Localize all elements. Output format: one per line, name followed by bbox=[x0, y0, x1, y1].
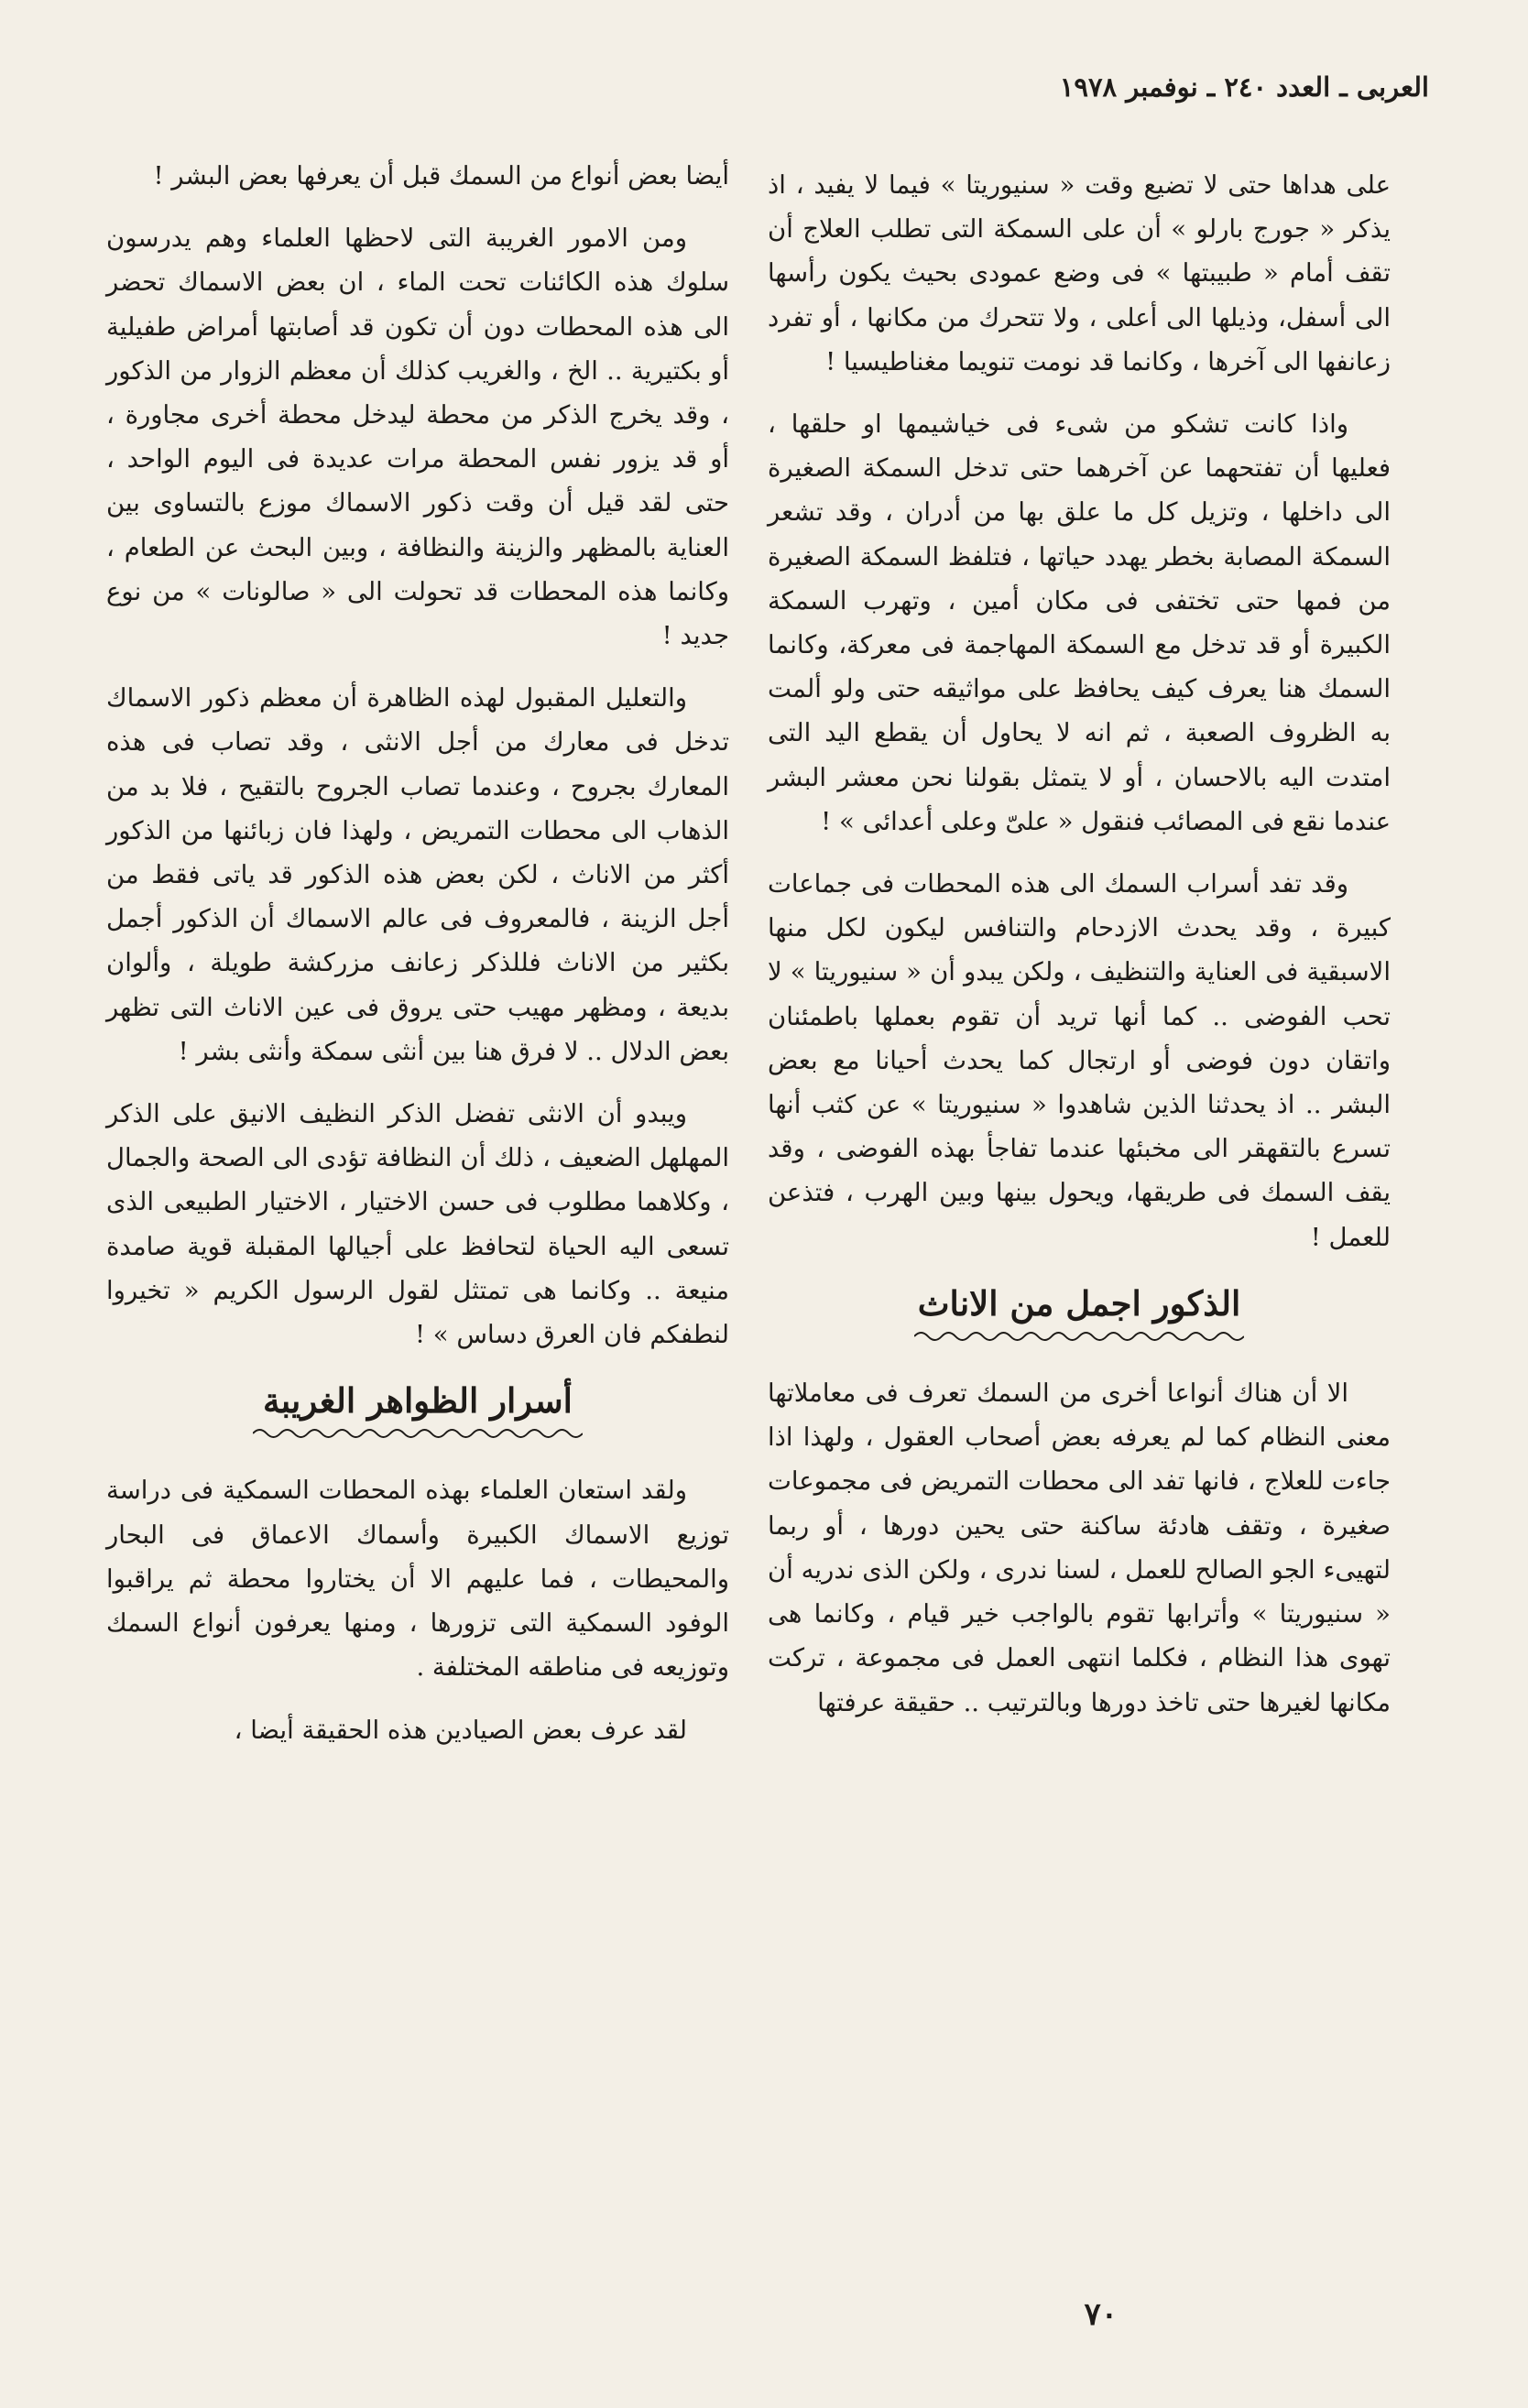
body-paragraph: الا أن هناك أنواعا أخرى من السمك تعرف فى معاملاتها معنى النظام كما لم يعرفه بعض أصحاب العقول ، ولهذا اذا جاءت للعلاج ، فانها تفد الى محطات التمريض فى مجموعات صغيرة ، وتقف هادئة ساكنة حتى يحين دورها ، أو ربما لتهيىء الجو الصالح للعمل ، لسنا ندرى ، ولكن الذى ندريه أن « سنيوريتا » وأترابها تقوم بالواجب خير قيام ، وكانما هى تهوى هذا النظام ، فكلما انتهى العمل فى مجموعة ، تركت مكانها لغيرها حتى تاخذ دورها وبالترتيب .. حقيقة عرفتها bbox=[768, 1378, 1391, 1717]
body-paragraph: والتعليل المقبول لهذه الظاهرة أن معظم ذكور الاسماك تدخل فى معارك من أجل الانثى ، وقد تصاب فى هذه المعارك بجروح ، وعندما تصاب الجروح بالتقيح ، فلا بد من الذهاب الى محطات التمريض ، ولهذا فان زبائنها من الذكور أكثر من الاناث ، لكن بعض هذه الذكور قد ياتى فقط من أجل الزينة ، فالمعروف فى عالم الاسماك أن الذكور أجمل بكثير من الاناث فللذكر زعانف مزركشة طويلة ، وألوان بديعة ، ومظهر مهيب حتى يروق فى عين الاناث التى تظهر بعض الدلال .. لا فرق هنا بين أنثى سمكة وأنثى بشر ! bbox=[106, 683, 729, 1066]
section-heading: الذكور اجمل من الاناث bbox=[917, 1282, 1241, 1324]
section-heading: أسرار الظواهر الغريبة bbox=[263, 1380, 573, 1422]
body-paragraph: ولقد استعان العلماء بهذه المحطات السمكية فى دراسة توزيع الاسماك الكبيرة وأسماك الاعماق فى البحار والمحيطات ، فما عليهم الا أن يختاروا محطة ثم يراقبوا الوفود السمكية التى تزورها ، ومنها يعرفون أنواع السمك وتوزيعه فى مناطقه المختلفة . bbox=[106, 1476, 729, 1683]
body-paragraph: لقد عرف بعض الصيادين هذه الحقيقة أيضا ، bbox=[234, 1715, 687, 1745]
body-paragraph: ومن الامور الغريبة التى لاحظها العلماء وهم يدرسون سلوك هذه الكائنات تحت الماء ، ان بعض الاسماك تحضر الى هذه المحطات دون أن تكون قد أصابتها أمراض طفيلية أو بكتيرية .. الخ ، والغريب كذلك أن معظم الزوار من الذكور ، وقد يخرج الذكر من محطة ليدخل محطة أخرى مجاورة ، أو قد يزور نفس المحطة مرات عديدة فى اليوم الواحد ، حتى لقد قيل أن وقت ذكور الاسماك موزع بالتساوى بين العناية بالمظهر والزينة والنظافة ، وبين البحث عن الطعام ، وكانما هذه المحطات قد تحولت الى « صالونات » من نوع جديد ! bbox=[106, 223, 729, 651]
right-column bbox=[768, 163, 1391, 1743]
body-paragraph: وقد تفد أسراب السمك الى هذه المحطات فى جماعات كبيرة ، وقد يحدث الازدحام والتنافس ليكون لكل منها الاسبقية فى العناية والتنظيف ، ولكن يبدو أن « سنيوريتا » لا تحب الفوضى .. كما أنها تريد أن تقوم بعملها باطمئنان واتقان دون فوضى أو ارتجال كما يحدث أحيانا مع بعض البشر .. اذ يحدثنا الذين شاهدوا « سنيوريتا » عن كثب أنها تسرع بالتقهقر الى مخبئها عندما تفاجأ بهذه الفوضى ، وقد يقف السمك فى طريقها، ويحول بينها وبين الهرب ، فتذعن للعمل ! bbox=[768, 869, 1391, 1252]
body-paragraph: أيضا بعض أنواع من السمك قبل أن يعرفها بعض البشر ! bbox=[153, 161, 729, 191]
left-column bbox=[106, 154, 729, 1771]
wavy-divider-ornament bbox=[253, 1426, 583, 1441]
body-paragraph: واذا كانت تشكو من شىء فى خياشيمها او حلقها ، فعليها أن تفتحهما عن آخرهما حتى تدخل السمكة الصغيرة الى داخلها ، وتزيل كل ما علق بها من أدران ، وقد تشعر السمكة المصابة بخطر يهدد حياتها ، فتلفظ السمكة الصغيرة من فمها حتى تختفى فى مكان أمين ، وتهرب السمكة الكبيرة أو قد تدخل مع السمكة المهاجمة فى معركة، وكانما السمك هنا يعرف كيف يحافظ على مواثيقه حتى ولو ألمت به الظروف الصعبة ، ثم انه لا يحاول أن يقطع اليد التى امتدت اليه بالاحسان ، أو لا يتمثل بقولنا نحن معشر البشر عندما نقع فى المصائب فنقول « علىّ وعلى أعدائى » ! bbox=[768, 409, 1391, 836]
page-number: ٧٠ bbox=[1084, 2296, 1118, 2333]
wavy-divider-ornament bbox=[914, 1329, 1244, 1344]
running-head: العربى ـ العدد ٢٤٠ ـ نوفمبر ١٩٧٨ bbox=[1059, 71, 1429, 103]
body-paragraph: على هداها حتى لا تضيع وقت « سنيوريتا » فيما لا يفيد ، اذ يذكر « جورج بارلو » أن على السمكة التى تطلب العلاج أن تقف أمام « طبيبتها » فى وضع عمودى بحيث يكون رأسها الى أسفل، وذيلها الى أعلى ، ولا تتحرك من مكانها ، أو تفرد زعانفها الى آخرها ، وكانما قد نومت تنويما مغناطيسيا ! bbox=[768, 170, 1391, 376]
body-paragraph: ويبدو أن الانثى تفضل الذكر النظيف الانيق على الذكر المهلهل الضعيف ، ذلك أن النظافة تؤدى الى الصحة والجمال ، وكلاهما مطلوب فى حسن الاختيار ، الاختيار الطبيعى الذى تسعى اليه الحياة لتحافظ على أجيالها المقبلة قوية صامدة منيعة .. وكانما هى تمتثل لقول الرسول الكريم « تخيروا لنطفكم فان العرق دساس » ! bbox=[106, 1099, 729, 1350]
